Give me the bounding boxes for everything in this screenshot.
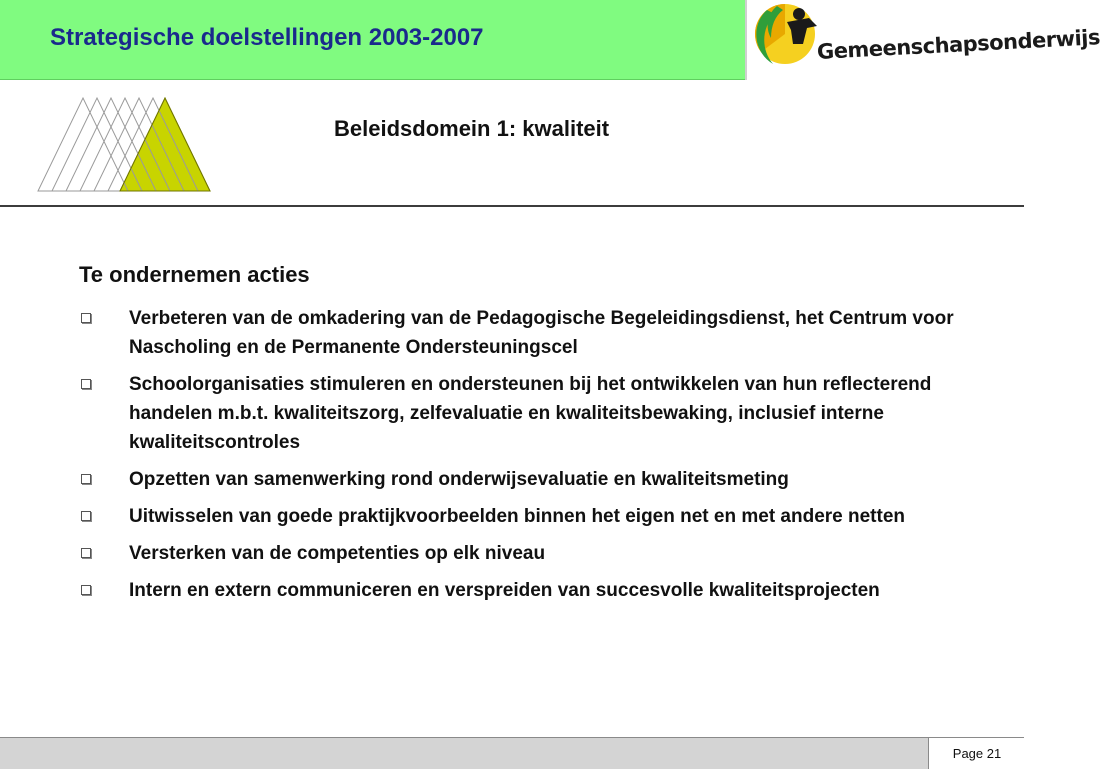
title-band (0, 0, 745, 80)
checkbox-bullet-icon (81, 511, 91, 521)
bullet-list (79, 304, 979, 613)
bullet-text: Verbeteren van de omkadering van de Pedagogische Begeleidingsdienst, het Centrum voor Nascholing en de Permanente Ondersteuningscel (129, 308, 954, 358)
bullet-text: Opzetten van samenwerking rond onderwijsevaluatie en kwaliteitsmeting (129, 469, 789, 490)
checkbox-bullet-icon (81, 548, 91, 558)
list-item (79, 304, 979, 362)
checkbox-bullet-icon (81, 379, 91, 389)
logo (745, 0, 1100, 80)
list-item (79, 465, 979, 494)
page-number: Page 21 (928, 738, 1025, 769)
list-item (79, 576, 979, 605)
list-item (79, 370, 979, 457)
footer-bar (0, 737, 1024, 769)
bullet-text: Uitwisselen van goede praktijkvoorbeelden binnen het eigen net en met andere netten (129, 506, 906, 527)
checkbox-bullet-icon (81, 474, 91, 484)
list-item (79, 502, 979, 531)
page-title: Strategische doelstellingen 2003-2007 (50, 24, 484, 51)
list-item (79, 539, 979, 568)
triangles-decoration-icon (36, 96, 216, 196)
bullet-text: Versterken van de competenties op elk niveau (129, 543, 546, 564)
divider (0, 205, 1024, 207)
logo-text: Gemeenschapsonderwijs (816, 25, 1100, 64)
checkbox-bullet-icon (81, 313, 91, 323)
bullet-text: Intern en extern communiceren en verspreiden van succesvolle kwaliteitsprojecten (129, 580, 880, 601)
slide-subtitle: Beleidsdomein 1: kwaliteit (334, 116, 610, 141)
checkbox-bullet-icon (81, 585, 91, 595)
bullet-text: Schoolorganisaties stimuleren en ondersteunen bij het ontwikkelen van hun reflecterend handelen m.b.t. kwaliteitszorg, zelfevaluatie en kwaliteitsbewaking, inclusief interne kwaliteitscontroles (129, 374, 932, 453)
section-heading: Te ondernemen acties (79, 262, 310, 287)
